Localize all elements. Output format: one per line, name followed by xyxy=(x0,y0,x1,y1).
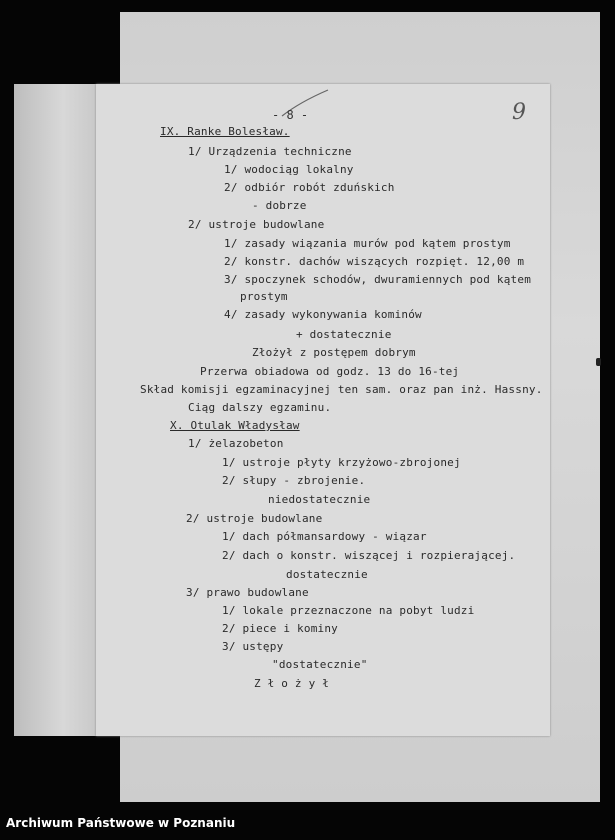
text-line: 1/ lokale przeznaczone na pobyt ludzi xyxy=(222,604,475,617)
text-line: 1/ ustroje płyty krzyżowo-zbrojonej xyxy=(222,456,461,469)
text-line: Ciąg dalszy egzaminu. xyxy=(188,401,332,414)
left-paper-strip xyxy=(14,84,96,736)
grade-text: "dostatecznie" xyxy=(272,658,368,671)
result-text: Złożył z postępem dobrym xyxy=(252,346,416,359)
text-line: 1/ wodociąg lokalny xyxy=(224,163,354,176)
text-line: 1/ żelazobeton xyxy=(188,437,284,450)
text-line: 3/ prawo budowlane xyxy=(186,586,309,599)
document-page xyxy=(96,84,550,736)
grade-text: dostatecznie xyxy=(286,568,368,581)
grade-text: niedostatecznie xyxy=(268,493,371,506)
result-text: Z ł o ż y ł xyxy=(254,677,330,690)
text-line: 2/ odbiór robót zduńskich xyxy=(224,181,395,194)
text-line: 2/ konstr. dachów wiszących rozpięt. 12,00 m xyxy=(224,255,525,268)
handwritten-page-number: 9 xyxy=(512,100,526,125)
grade-text: + dostatecznie xyxy=(296,328,392,341)
text-line: 4/ zasady wykonywania kominów xyxy=(224,308,422,321)
text-line: 1/ Urządzenia techniczne xyxy=(188,145,352,158)
text-line: 2/ piece i kominy xyxy=(222,622,338,635)
page-number: - 8 - xyxy=(272,108,309,122)
archive-caption: Archiwum Państwowe w Poznaniu xyxy=(6,816,236,830)
text-line: 2/ ustroje budowlane xyxy=(186,512,323,525)
text-line: 3/ spoczynek schodów, dwuramiennych pod kątem xyxy=(224,273,532,286)
grade-text: - dobrze xyxy=(252,199,307,212)
text-line: 2/ słupy - zbrojenie. xyxy=(222,474,366,487)
text-line: Skład komisji egzaminacyjnej ten sam. oraz pan inż. Hassny. xyxy=(140,383,543,396)
punch-hole xyxy=(596,358,601,366)
candidate-heading: X. Otulak Władysław xyxy=(170,419,300,432)
text-line: 2/ ustroje budowlane xyxy=(188,218,325,231)
text-line: 3/ ustępy xyxy=(222,640,284,653)
candidate-heading: IX. Ranke Bolesław. xyxy=(160,125,290,138)
text-line: 1/ dach półmansardowy - wiązar xyxy=(222,530,427,543)
text-line: prostym xyxy=(240,290,288,303)
text-line: 2/ dach o konstr. wiszącej i rozpierającej. xyxy=(222,549,516,562)
text-line: Przerwa obiadowa od godz. 13 do 16-tej xyxy=(200,365,460,378)
text-line: 1/ zasady wiązania murów pod kątem prostym xyxy=(224,237,511,250)
